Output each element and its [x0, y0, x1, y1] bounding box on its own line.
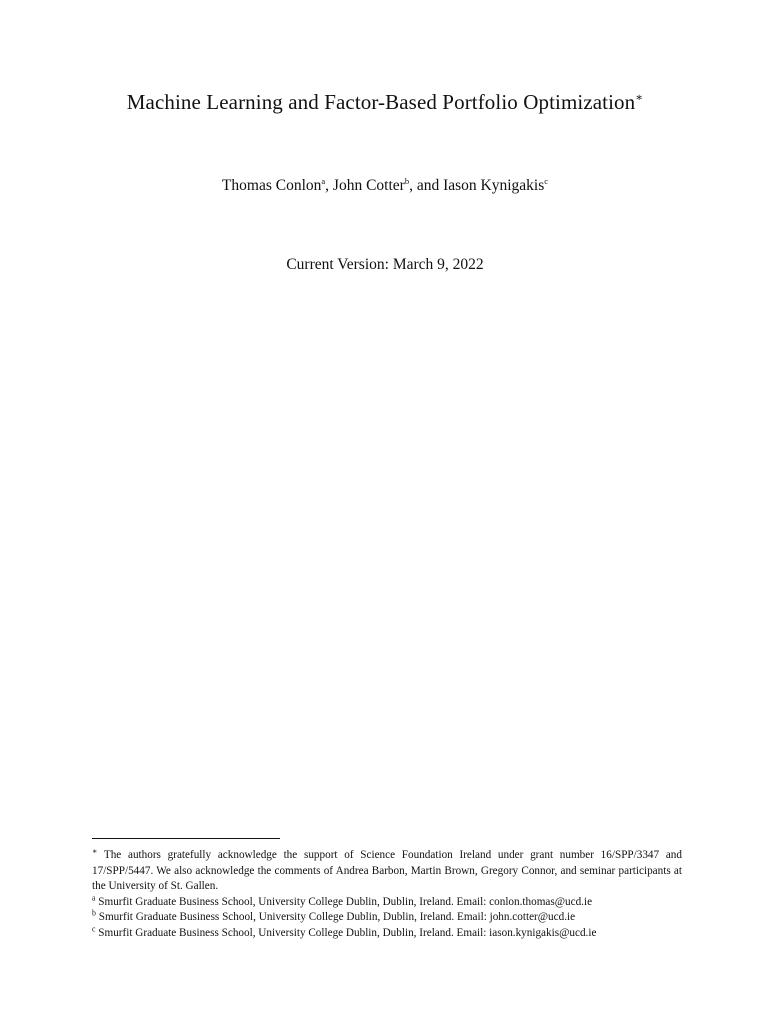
footnote-text: Smurfit Graduate Business School, University College Dublin, Dublin, Ireland. Email: iason.kynigakis@ucd.ie — [98, 926, 597, 939]
footnote-mark: a — [92, 892, 96, 902]
footnote-mark: c — [92, 923, 96, 933]
footnotes — [92, 848, 682, 941]
footnote-affiliation-a — [92, 892, 682, 911]
footnote-text: The authors gratefully acknowledge the support of Science Foundation Ireland under grant number 16/SPP/3347 and 17/SPP/5447. We also acknowledge the comments of Andrea Barbon, Martin Brown, Gregory Connor, and seminar participants at the University of St. Gallen. — [92, 849, 682, 892]
footnote-text: Smurfit Graduate Business School, University College Dublin, Dublin, Ireland. Email: john.cotter@ucd.ie — [98, 911, 576, 923]
paper-title — [0, 88, 770, 116]
author-name: Thomas Conlon — [221, 177, 322, 194]
footnote-text: Smurfit Graduate Business School, University College Dublin, Dublin, Ireland. Email: conlon.thomas@ucd.ie — [98, 895, 593, 908]
author-affiliation-mark: a — [321, 175, 326, 186]
author-separator: , and — [409, 177, 444, 194]
title-footnote-mark: ∗ — [635, 92, 644, 104]
footnote-divider — [92, 838, 280, 839]
author-list — [0, 175, 770, 197]
author-name: Iason Kynigakis — [443, 177, 545, 194]
author-separator: , — [325, 177, 333, 194]
version-date: Current Version: March 9, 2022 — [286, 256, 484, 273]
author-affiliation-mark: c — [544, 175, 549, 186]
footnote-affiliation-b — [92, 910, 682, 926]
footnote-affiliation-c — [92, 923, 682, 942]
paper-title-text: Machine Learning and Factor-Based Portfolio Optimization — [126, 90, 636, 114]
footnote-acknowledgement — [92, 848, 682, 895]
footnote-mark: b — [92, 908, 96, 918]
author-affiliation-mark: b — [404, 175, 410, 186]
author-name: John Cotter — [332, 177, 405, 194]
footnote-mark: ∗ — [92, 846, 98, 856]
